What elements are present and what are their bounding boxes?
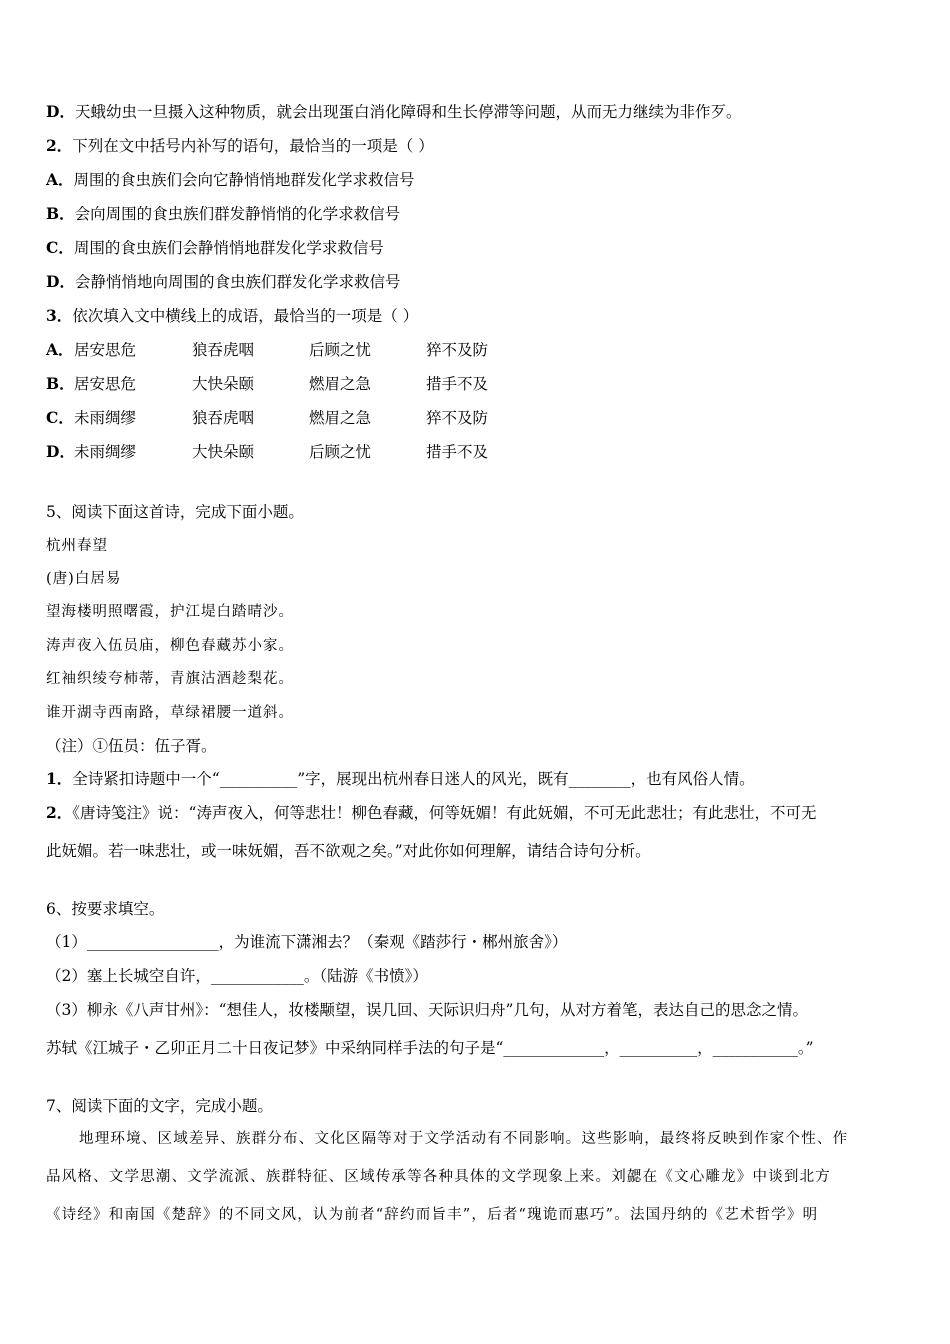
idiom-1: 居安思危 bbox=[74, 341, 137, 359]
question-number: 3． bbox=[46, 306, 73, 325]
idiom-4: 措手不及 bbox=[426, 443, 489, 461]
idiom-3: 燃眉之急 bbox=[309, 409, 372, 427]
option-text: 周围的食虫族们会向它静悄悄地群发化学求救信号 bbox=[73, 171, 415, 189]
section-7-heading: 7、阅读下面的文字，完成小题。 bbox=[46, 1097, 273, 1115]
option-label: C． bbox=[46, 238, 74, 257]
option-text: 周围的食虫族们会静悄悄地群发化学求救信号 bbox=[73, 239, 384, 257]
s5-question-2-cont: 此妩媚。若一味悲壮，或一味妩媚，吾不欲观之矣。”对此你如何理解，请结合诗句分析。 bbox=[46, 842, 651, 860]
poem-line: 涛声夜入伍员庙，柳色春藏苏小家。 bbox=[46, 638, 294, 654]
idiom-1: 居安思危 bbox=[74, 375, 137, 393]
question-text: 依次填入文中横线上的成语，最恰当的一项是（ ） bbox=[72, 307, 419, 325]
idiom-2: 大快朵颐 bbox=[192, 375, 255, 393]
option-label: D． bbox=[46, 442, 75, 461]
q2-option-d bbox=[46, 272, 400, 292]
idiom-3: 后顾之忧 bbox=[309, 341, 372, 359]
option-label: D． bbox=[46, 102, 75, 121]
q2-option-b bbox=[46, 204, 400, 224]
idiom-4: 措手不及 bbox=[426, 375, 489, 393]
option-label: B． bbox=[46, 374, 75, 393]
section-5-heading: 5、阅读下面这首诗，完成下面小题。 bbox=[46, 503, 304, 521]
essay-line: 《诗经》和南国《楚辞》的不同文风，认为前者“辞约而旨丰”，后者“瑰诡而惠巧”。法国丹纳的《艺术哲学》明 bbox=[46, 1207, 819, 1223]
q2-option-a bbox=[46, 170, 415, 190]
section-6-heading: 6、按要求填空。 bbox=[46, 900, 165, 918]
question-text: 下列在文中括号内补写的语句，最恰当的一项是（ ） bbox=[72, 137, 434, 155]
poem-line: 谁开湖寺西南路，草绿裙腰一道斜。 bbox=[46, 705, 294, 721]
q1-option-d bbox=[46, 102, 741, 122]
idiom-1: 未雨绸缪 bbox=[74, 409, 137, 427]
q3-stem bbox=[46, 306, 418, 326]
fill-item-3: （3）柳永《八声甘州》：“想佳人，妆楼颙望，误几回、天际识归舟”几句，从对方着笔，表达自己的思念之情。 bbox=[46, 1001, 808, 1019]
question-number: 1． bbox=[46, 769, 73, 788]
idiom-4: 猝不及防 bbox=[426, 409, 489, 427]
essay-line: 地理环境、区域差异、族群分布、文化区隔等对于文学活动有不同影响。这些影响，最终将反映到作家个性、作 bbox=[79, 1131, 849, 1147]
question-text: 全诗紧扣诗题中一个“__________”字，展现出杭州春日迷人的风光，既有________，也有风俗人情。 bbox=[72, 770, 755, 788]
poem-author: (唐)白居易 bbox=[46, 571, 122, 587]
idiom-3: 燃眉之急 bbox=[309, 375, 372, 393]
option-label: A． bbox=[46, 170, 74, 189]
question-number: 2． bbox=[46, 136, 73, 155]
poem-line: 望海楼明照曙霞，护江堤白踏晴沙。 bbox=[46, 604, 294, 620]
idiom-1: 未雨绸缪 bbox=[74, 443, 137, 461]
q2-option-c bbox=[46, 238, 384, 258]
option-label: D． bbox=[46, 272, 75, 291]
question-number: 2． bbox=[46, 803, 73, 822]
idiom-2: 狼吞虎咽 bbox=[192, 341, 255, 359]
idiom-2: 狼吞虎咽 bbox=[192, 409, 255, 427]
fill-item-3-cont: 苏轼《江城子・乙卯正月二十日夜记梦》中采纳同样手法的句子是“_____________，__________，___________。” bbox=[46, 1039, 814, 1057]
fill-item-1: （1）_________________，为谁流下潇湘去？（秦观《踏莎行・郴州旅舍》） bbox=[46, 933, 568, 951]
idiom-2: 大快朵颐 bbox=[192, 443, 255, 461]
option-label: C． bbox=[46, 408, 74, 427]
poem-note: （注）①伍员：伍子胥。 bbox=[46, 737, 217, 755]
idiom-4: 猝不及防 bbox=[426, 341, 489, 359]
question-text: 《唐诗笺注》说：“涛声夜入，何等悲壮！柳色春藏，何等妩媚！有此妩媚，不可无此悲壮；有此悲壮，不可无 bbox=[72, 804, 817, 822]
essay-line: 品风格、文学思潮、文学流派、族群特征、区域传承等各种具体的文学现象上来。刘勰在《文心雕龙》中谈到北方 bbox=[46, 1169, 831, 1185]
option-text: 会向周围的食虫族们群发静悄悄的化学求救信号 bbox=[74, 205, 401, 223]
q2-stem bbox=[46, 136, 434, 156]
poem-line: 红袖织绫夸柿蒂，青旗沽酒趁梨花。 bbox=[46, 671, 294, 687]
poem-title: 杭州春望 bbox=[46, 538, 108, 554]
idiom-3: 后顾之忧 bbox=[309, 443, 372, 461]
option-text: 天蛾幼虫一旦摄入这种物质，就会出现蛋白消化障碍和生长停滞等问题，从而无力继续为非作歹。 bbox=[74, 103, 742, 121]
fill-item-2: （2）塞上长城空自许，____________。（陆游《书愤》） bbox=[46, 967, 428, 985]
option-text: 会静悄悄地向周围的食虫族们群发化学求救信号 bbox=[74, 273, 401, 291]
s5-question-1 bbox=[46, 769, 755, 789]
s5-question-2 bbox=[46, 803, 816, 823]
option-label: A． bbox=[46, 340, 74, 359]
option-label: B． bbox=[46, 204, 75, 223]
